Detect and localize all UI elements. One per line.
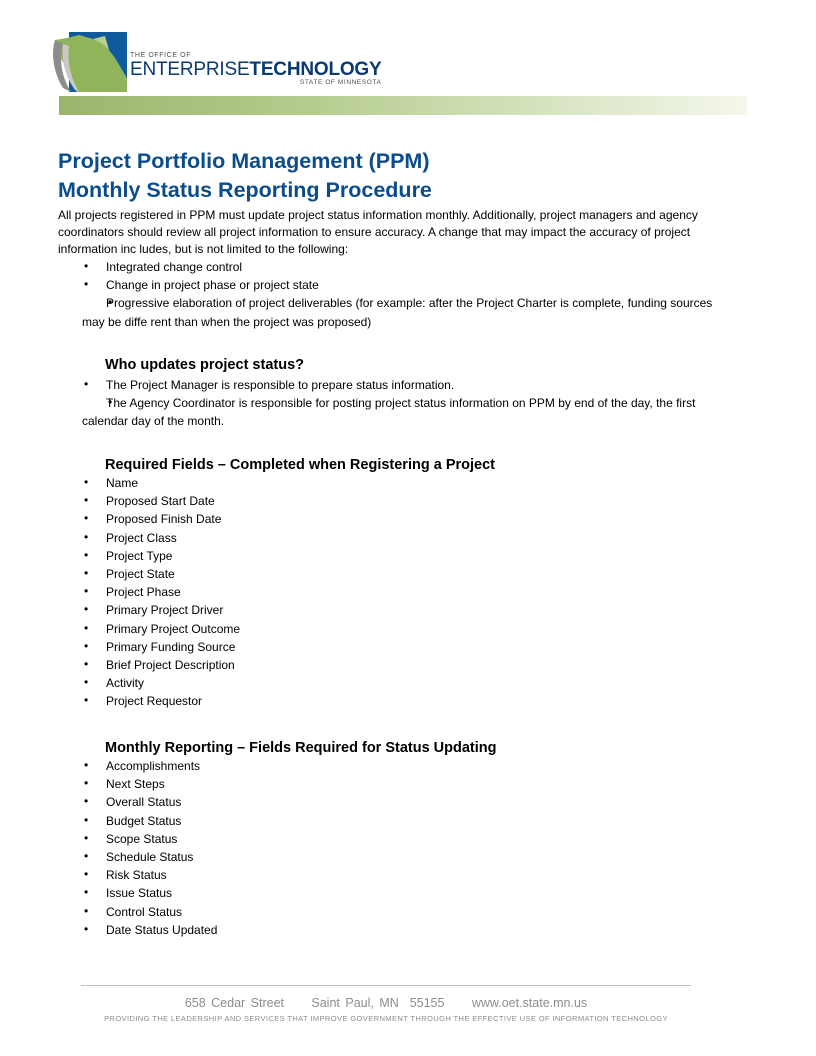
list-item: • Proposed Finish Date (82, 510, 482, 528)
list-item: • Integrated change control (82, 258, 732, 276)
organization-name (130, 52, 381, 87)
list-item: • Name (82, 474, 482, 492)
title-line-1: Project Portfolio Management (PPM) (58, 149, 430, 173)
org-title-word2: TECHNOLOGY (249, 59, 382, 80)
list-item: • Activity (82, 674, 482, 692)
org-state: STATE OF MINNESOTA (299, 79, 382, 86)
list-item: • Control Status (82, 903, 482, 921)
intro-paragraph: All projects registered in PPM must update project status information monthly. Additionally, project managers and agency coordinators should review all project information to ensure accuracy. A change that may impact the accuracy of project information inc ludes, but is not limited to the following: (58, 208, 698, 256)
section-heading-required: Required Fields – Completed when Registering a Project (105, 457, 495, 473)
minnesota-state-icon (49, 32, 133, 94)
list-item: • Accomplishments (82, 757, 482, 775)
org-title-word1: ENTERPRISE (130, 59, 250, 80)
intro-list (82, 258, 732, 331)
section-heading-who: Who updates project status? (105, 357, 304, 373)
list-item: • Issue Status (82, 884, 482, 902)
title-line-2: Monthly Status Reporting Procedure (58, 178, 432, 202)
org-title (130, 60, 381, 80)
monthly-fields-list (82, 757, 482, 939)
list-item: • Primary Project Driver (82, 601, 482, 619)
list-item: • Change in project phase or project state (82, 276, 732, 294)
required-fields-list (82, 474, 482, 711)
footer-tagline: PROVIDING THE LEADERSHIP AND SERVICES THAT IMPROVE GOVERNMENT THROUGH THE EFFECTIVE USE OF INFORMATION TECHNOLOGY (104, 1014, 668, 1023)
list-item: • Project Type (82, 547, 482, 565)
footer-address: 658 Cedar Street Saint Paul, MN 55155 www.oet.state.mn.us (184, 996, 588, 1010)
list-item: • Date Status Updated (82, 921, 482, 939)
list-item: • Schedule Status (82, 848, 482, 866)
list-item: • Scope Status (82, 830, 482, 848)
who-list (82, 376, 732, 431)
list-item: • Progressive elaboration of project deliverables (for example: after the Project Charter is complete, funding sources may be diffe rent than when the project was proposed) (82, 294, 732, 330)
footer-divider (81, 985, 691, 986)
list-item: • Project Requestor (82, 692, 482, 710)
page-title (58, 147, 432, 205)
list-item: • Proposed Start Date (82, 492, 482, 510)
header-banner-bar (59, 96, 747, 115)
list-item: • The Project Manager is responsible to prepare status information. (82, 376, 732, 394)
section-heading-monthly: Monthly Reporting – Fields Required for Status Updating (105, 740, 497, 756)
list-item: • The Agency Coordinator is responsible for posting project status information on PPM by end of the day, the first calendar day of the month. (82, 394, 732, 430)
list-item: • Brief Project Description (82, 656, 482, 674)
list-item: • Project Class (82, 529, 482, 547)
list-item: • Project State (82, 565, 482, 583)
list-item: • Primary Funding Source (82, 638, 482, 656)
org-prefix: THE OFFICE OF (130, 52, 192, 59)
list-item: • Risk Status (82, 866, 482, 884)
list-item: • Project Phase (82, 583, 482, 601)
list-item: • Primary Project Outcome (82, 620, 482, 638)
list-item: • Next Steps (82, 775, 482, 793)
list-item: • Budget Status (82, 812, 482, 830)
list-item: • Overall Status (82, 793, 482, 811)
